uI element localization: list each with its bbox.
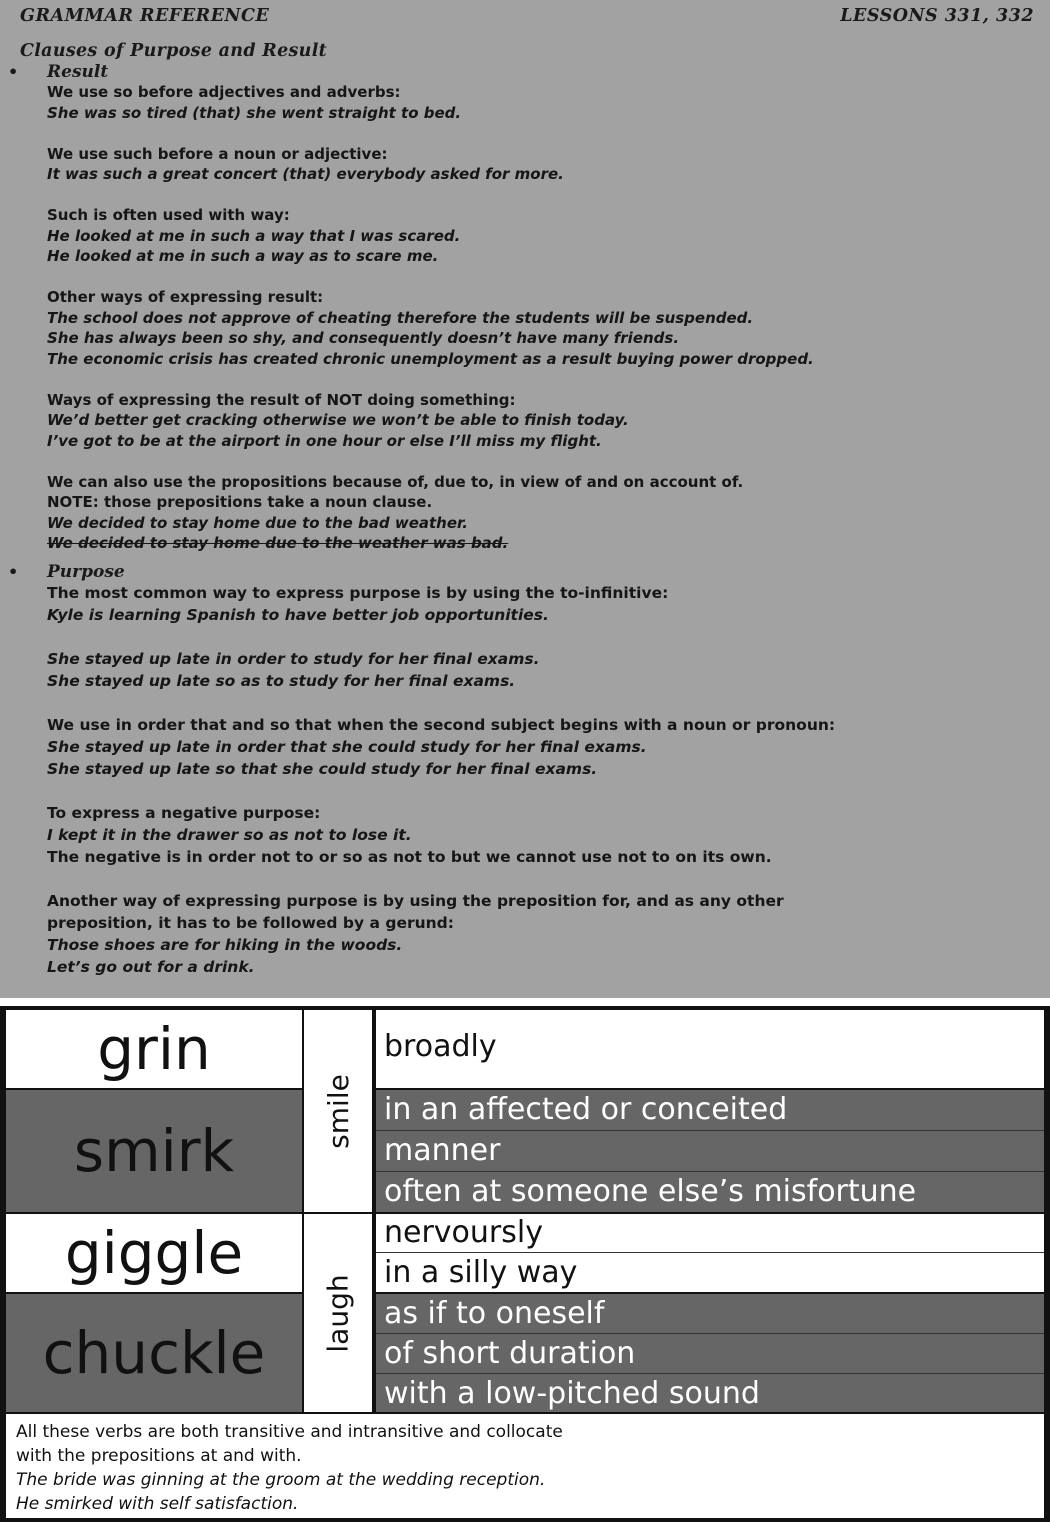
example-sentence: We decided to stay home due to the bad weather. (47, 513, 468, 532)
example-sentence: Kyle is learning Spanish to have better job opportunities. (47, 605, 549, 624)
spacer (47, 451, 1034, 472)
rule-text: We can also use the propositions because of, due to, in view of and on account of. (47, 472, 744, 491)
meaning-giggle-1: nervoursly (376, 1214, 1044, 1253)
rule-text: We use in order that and so that when the second subject begins with a noun or pronoun: (47, 715, 836, 734)
rule-text: We use such before a noun or adjective: (47, 144, 388, 163)
example-sentence: I kept it in the drawer so as not to lose it. (47, 825, 412, 844)
meaning-smirk-1: in an affected or conceited (376, 1090, 1044, 1131)
page-header (20, 2, 1034, 30)
example-sentence: The bride was ginning at the groom at the wedding reception. (16, 1470, 546, 1490)
bullet-icon: • (8, 561, 19, 581)
rule-text: Such is often used with way: (47, 206, 290, 224)
category-smile (304, 1010, 372, 1212)
page-title: Clauses of Purpose and Result (20, 41, 328, 61)
vocabulary-table (0, 1006, 1050, 1522)
example-sentence: We decided to stay home due to the weather was bad. (47, 534, 509, 552)
spacer (47, 626, 1034, 648)
meaning-grin-1: broadly (376, 1010, 1044, 1088)
example-sentence: She has always been so shy, and consequently doesn’t have many friends. (47, 329, 680, 347)
spacer (47, 692, 1034, 714)
example-sentence: He looked at me in such a way as to scare me. (47, 247, 439, 265)
spacer (47, 868, 1034, 890)
word-giggle: giggle (6, 1214, 302, 1292)
bullet-icon: • (8, 62, 19, 81)
header-left: GRAMMAR REFERENCE (20, 6, 270, 26)
header-right: LESSONS 331, 332 (840, 6, 1034, 26)
example-sentence: She stayed up late in order to study for her final exams. (47, 649, 540, 668)
purpose-section (20, 582, 1034, 978)
rule-text: with the prepositions at and with. (16, 1446, 302, 1466)
word-grin: grin (6, 1010, 302, 1088)
result-heading-label: Result (47, 62, 109, 82)
meaning-smirk-2: manner (376, 1131, 1044, 1172)
example-sentence: Those shoes are for hiking in the woods. (47, 935, 403, 954)
example-sentence: She stayed up late so as to study for her final exams. (47, 671, 516, 690)
spacer (47, 267, 1034, 288)
example-sentence: She stayed up late so that she could study for her final exams. (47, 759, 598, 778)
rule-text: Another way of expressing purpose is by using the preposition for, and as any other (47, 891, 784, 910)
example-sentence: Let’s go out for a drink. (47, 957, 255, 976)
result-section (20, 82, 1034, 554)
rule-text: preposition, it has to be followed by a gerund: (47, 913, 454, 932)
example-sentence: The economic crisis has created chronic unemployment as a result buying power dropped. (47, 349, 814, 368)
vocabulary-grid (6, 1010, 1044, 1412)
example-sentence: I’ve got to be at the airport in one hour or else I’ll miss my flight. (47, 431, 602, 450)
meaning-chuckle-1: as if to oneself (376, 1294, 1044, 1334)
purpose-heading (8, 561, 1034, 582)
spacer (47, 780, 1034, 802)
rule-text: Other ways of expressing result: (47, 288, 324, 306)
rule-text: The negative is in order not to or so as not to but we cannot use not to on its own. (47, 847, 772, 866)
result-heading (8, 62, 1034, 82)
example-sentence: The school does not approve of cheating therefore the students will be suspended. (47, 308, 754, 327)
rule-text: The most common way to express purpose is by using the to-infinitive: (47, 583, 669, 602)
word-chuckle: chuckle (6, 1294, 302, 1412)
category-laugh-label: laugh (321, 1273, 355, 1353)
spacer (47, 369, 1034, 390)
meaning-smirk-3: often at someone else’s misfortune (376, 1172, 1044, 1212)
example-sentence: He smirked with self satisfaction. (16, 1494, 299, 1514)
rule-text: We use so before adjectives and adverbs: (47, 83, 401, 101)
meaning-chuckle-2: of short duration (376, 1334, 1044, 1374)
spacer (47, 123, 1034, 144)
word-smirk: smirk (6, 1090, 302, 1212)
example-sentence: It was such a great concert (that) everybody asked for more. (47, 165, 564, 183)
rule-text: All these verbs are both transitive and intransitive and collocate (16, 1422, 563, 1442)
category-smile-label: smile (321, 1073, 355, 1149)
rule-text: To express a negative purpose: (47, 803, 321, 822)
purpose-heading-label: Purpose (47, 561, 125, 582)
example-sentence: We’d better get cracking otherwise we won’t be able to finish today. (47, 411, 629, 429)
meaning-giggle-2: in a silly way (376, 1253, 1044, 1292)
meaning-chuckle-3: with a low-pitched sound (376, 1374, 1044, 1412)
spacer (47, 185, 1034, 206)
rule-text: NOTE: those prepositions take a noun clause. (47, 493, 433, 511)
example-sentence: She stayed up late in order that she could study for her final exams. (47, 737, 647, 756)
vocabulary-note (6, 1414, 1044, 1518)
example-sentence: He looked at me in such a way that I was scared. (47, 226, 461, 245)
rule-text: Ways of expressing the result of NOT doing something: (47, 390, 516, 409)
category-laugh (304, 1214, 372, 1412)
example-sentence: She was so tired (that) she went straight to bed. (47, 103, 462, 122)
